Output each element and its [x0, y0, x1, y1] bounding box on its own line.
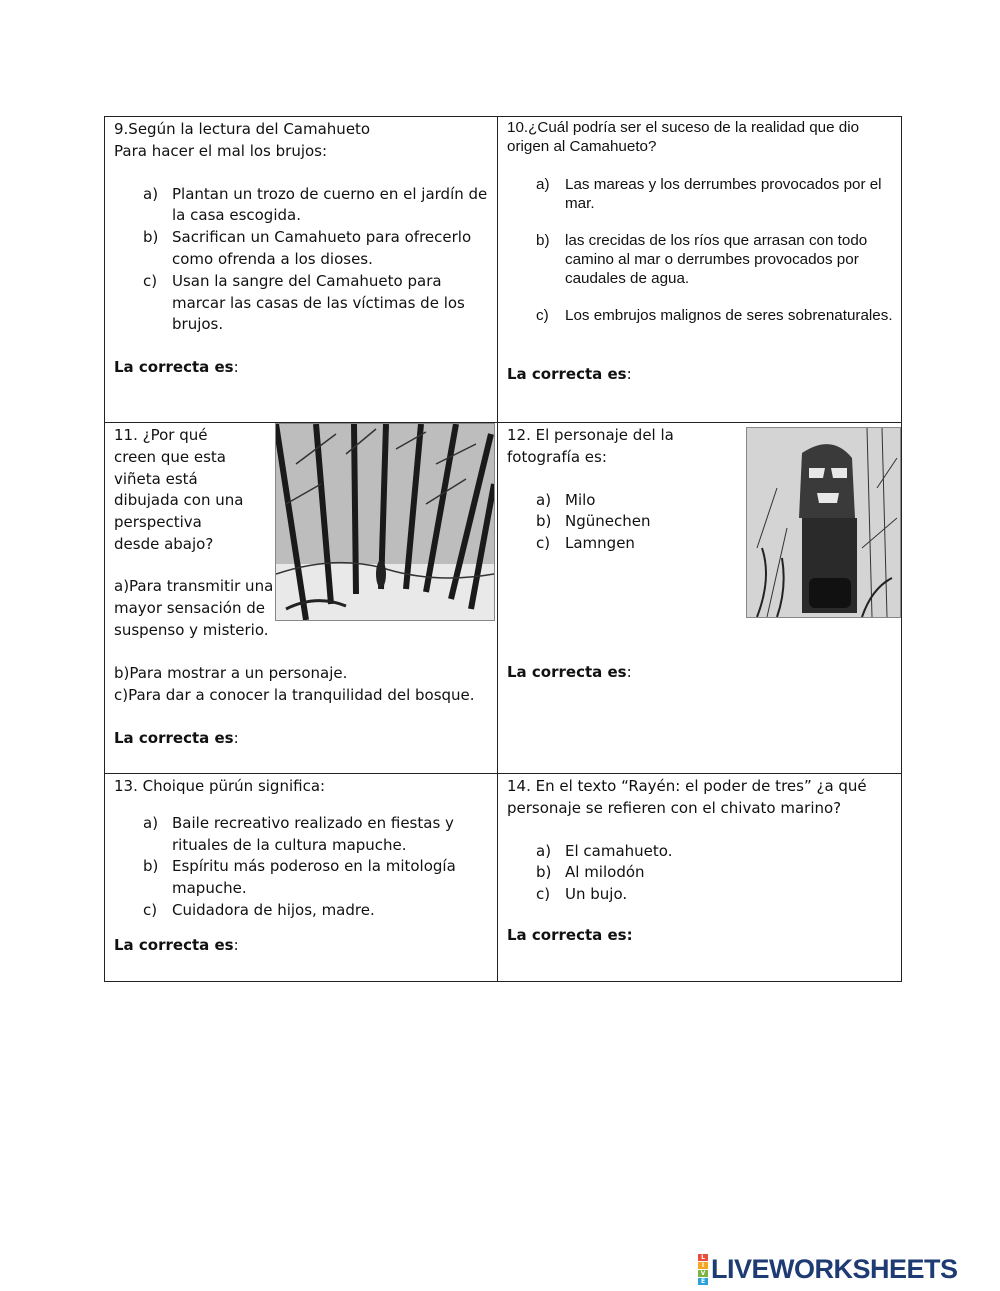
liveworksheets-watermark: [698, 1253, 958, 1285]
option-b: b) Sacrifican un Camahueto para ofrecerlo como ofrenda a los dioses.: [143, 228, 472, 268]
question-13-cell: [105, 774, 498, 982]
option-c: c) Cuidadora de hijos, madre.: [143, 900, 375, 919]
worksheet-table: [104, 116, 902, 982]
question-9-options: [114, 184, 491, 337]
question-9-answer: La correcta es:: [114, 358, 239, 376]
question-11-option-b: b)Para mostrar a un personaje.: [114, 664, 348, 682]
question-14-title: 14. En el texto “Rayén: el poder de tres” ¿a qué personaje se refieren con el chivato marino?: [507, 777, 867, 817]
question-10-options: [507, 175, 895, 325]
question-11-answer: La correcta es:: [114, 729, 239, 747]
option-b: b) Al milodón: [536, 863, 645, 882]
question-14-options: [507, 841, 895, 906]
watermark-text: LIVEWORKSHEETS: [711, 1253, 958, 1284]
question-10-title: 10.¿Cuál podría ser el suceso de la realidad que dio origen al Camahueto?: [507, 119, 860, 155]
question-14-cell: [498, 774, 902, 982]
question-12-title: 12. El personaje del la fotografía es:: [507, 426, 674, 466]
question-14-answer: La correcta es:: [507, 926, 633, 944]
statue-photo: [746, 427, 901, 618]
option-a: a) Milo: [536, 490, 596, 509]
question-13-answer: La correcta es:: [114, 936, 239, 954]
option-b: b) las crecidas de los ríos que arrasan con todo camino al mar o derrumbes provocados por caudales de agua.: [536, 232, 868, 287]
option-a: a) El camahueto.: [536, 841, 673, 860]
question-10-answer: La correcta es:: [507, 365, 632, 383]
liveworksheets-logo-icon: L I V E: [698, 1253, 708, 1285]
forest-illustration: [275, 423, 495, 621]
option-c: c) Lamngen: [536, 534, 635, 553]
option-b: b) Ngünechen: [536, 512, 651, 531]
option-a: a) Las mareas y los derrumbes provocados por el mar.: [536, 176, 882, 212]
statue-drawing: [747, 428, 900, 617]
option-c: c) Los embrujos malignos de seres sobrenaturales.: [536, 307, 893, 324]
question-11-cell: [105, 423, 498, 774]
question-9-title: 9.Según la lectura del Camahueto: [114, 120, 371, 138]
option-a: a) Plantan un trozo de cuerno en el jardín de la casa escogida.: [143, 184, 488, 225]
option-a: a) Baile recreativo realizado en fiestas y rituales de la cultura mapuche.: [143, 813, 454, 854]
question-9-cell: [105, 117, 498, 423]
option-b: b) Espíritu más poderoso en la mitología mapuche.: [143, 857, 456, 898]
question-9-prompt: Para hacer el mal los brujos:: [114, 141, 328, 160]
question-12-cell: [498, 423, 902, 774]
question-12-answer: La correcta es:: [507, 663, 632, 681]
question-13-title: 13. Choique pürún significa:: [114, 777, 326, 795]
forest-drawing: [276, 424, 494, 620]
question-12-options: [507, 490, 707, 555]
question-11-option-c: c)Para dar a conocer la tranquilidad del bosque.: [114, 685, 475, 704]
question-10-cell: [498, 117, 902, 423]
question-13-options: [114, 813, 491, 922]
question-11-title: 11. ¿Por qué creen que esta viñeta está dibujada con una perspectiva desde abajo?: [114, 426, 244, 553]
question-11-option-a: a)Para transmitir una mayor sensación de suspenso y misterio.: [114, 577, 274, 639]
option-c: c) Un bujo.: [536, 885, 628, 904]
option-c: c) Usan la sangre del Camahueto para marcar las casas de las víctimas de los brujos.: [143, 271, 465, 334]
